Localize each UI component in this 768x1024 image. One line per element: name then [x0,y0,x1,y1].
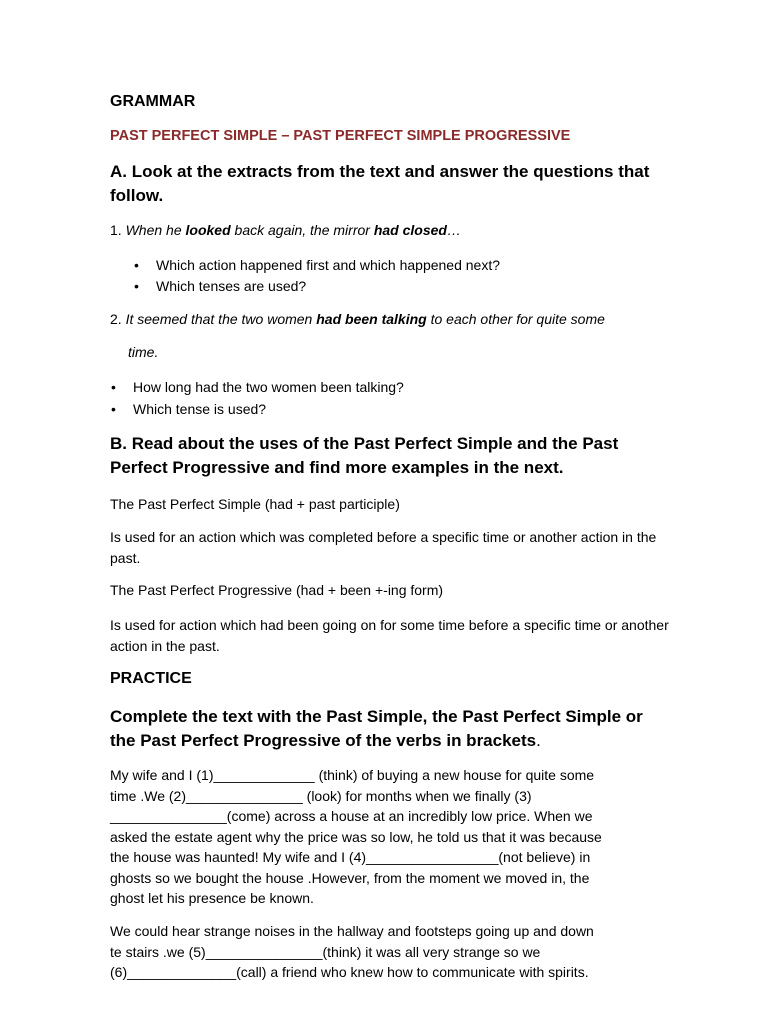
practice-paragraph-2 [110,921,690,983]
practice-title: PRACTICE [110,670,192,687]
practice-instruction [110,705,670,753]
question-1-number: 1. [110,222,122,238]
paragraph-line: ghost let his presence be known. [110,890,314,906]
paragraph-line: _______________(come) across a house at an incredibly low price. When we [110,808,593,824]
practice-instruction-period: . [536,731,541,750]
bullet-icon: • [111,379,116,395]
question-2-bold: had been talking [316,311,427,327]
page-subheading: PAST PERFECT SIMPLE – PAST PERFECT SIMPLE PROGRESSIVE [110,128,571,144]
question-1-text-a: When he [125,222,182,238]
paragraph-line: the house was haunted! My wife and I (4)_________________(not believe) in [110,849,591,865]
question-1-bold-a: looked [185,222,231,238]
q2-bullet-1 [111,379,404,395]
q2-bullet-2-text: Which tense is used? [133,401,267,417]
ppp-form: The Past Perfect Progressive (had + been +-ing form) [110,582,444,598]
page-heading: GRAMMAR [110,93,196,110]
q2-bullet-1-text: How long had the two women been talking? [133,379,404,395]
q1-bullet-1-text: Which action happened first and which happened next? [156,257,501,273]
question-1 [110,222,461,238]
question-2-text-c: time. [128,344,159,360]
paragraph-line: My wife and I (1)_____________ (think) of buying a new house for quite some [110,767,595,783]
bullet-icon: • [134,257,139,273]
q1-bullet-2 [134,278,307,294]
paragraph-line: (6)______________(call) a friend who knew how to communicate with spirits. [110,964,589,980]
bullet-icon: • [134,278,139,294]
question-2-text-a: It seemed that the two women [125,311,313,327]
ppp-use: Is used for action which had been going on for some time before a specific time or another action in the past. [110,617,669,654]
bullet-icon: • [111,401,116,417]
question-2-text-b: to each other for quite some [430,311,605,327]
section-a-title: A. Look at the extracts from the text and answer the questions that follow. [110,162,650,205]
paragraph-line: ghosts so we bought the house .However, from the moment we moved in, the [110,869,590,886]
section-b-title: B. Read about the uses of the Past Perfect Simple and the Past Perfect Progressive and find more examples in the next. [110,434,619,477]
q1-bullet-2-text: Which tenses are used? [156,278,307,294]
paragraph-line: We could hear strange noises in the hallway and footsteps going up and down [110,923,594,939]
q2-bullet-2 [111,401,267,417]
q1-bullet-1 [134,257,501,273]
question-2-number: 2. [110,311,122,327]
practice-instruction-text: Complete the text with the Past Simple, the Past Perfect Simple or the Past Perfect Progressive of the verbs in brackets [110,707,643,750]
question-2 [110,311,605,327]
question-2-continued [128,344,158,360]
question-1-bold-b: had closed [373,222,447,238]
pps-form: The Past Perfect Simple (had + past participle) [110,496,400,512]
paragraph-line: te stairs .we (5)_______________(think) it was all very strange so we [110,943,541,960]
question-1-text-b: back again, the mirror [234,222,370,238]
pps-use: Is used for an action which was completed before a specific time or another action in the past. [110,529,657,566]
question-1-ellipsis: … [446,222,461,238]
paragraph-line: time .We (2)_______________ (look) for months when we finally (3) [110,787,532,804]
practice-paragraph-1 [110,765,690,909]
paragraph-line: asked the estate agent why the price was so low, he told us that it was because [110,828,602,845]
